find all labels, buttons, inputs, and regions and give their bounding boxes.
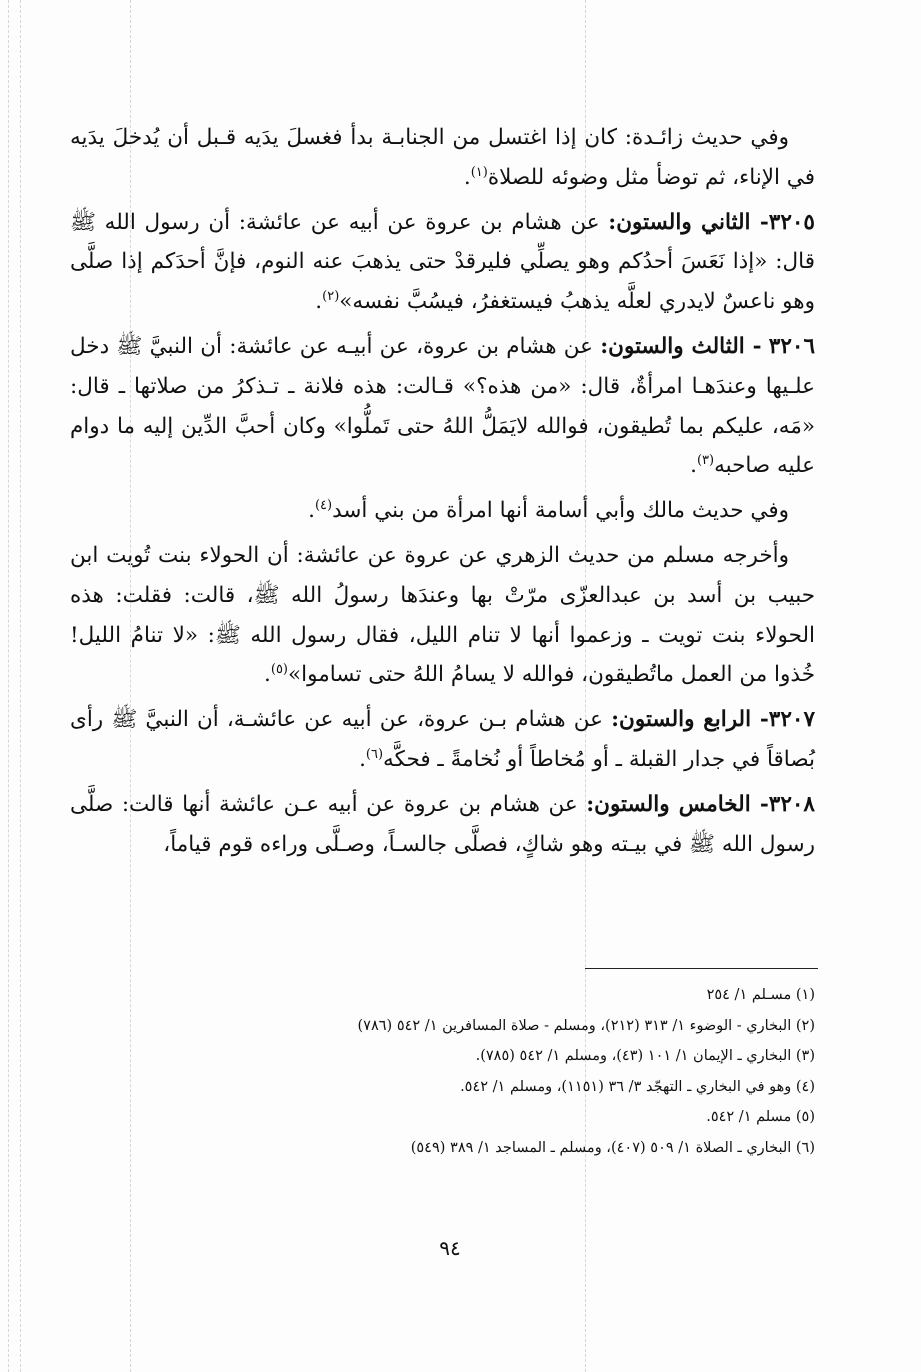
paragraph-text: وفي حديث مالك وأبي أسامة أنها امرأة من بني أسد	[332, 498, 789, 524]
footnote: (٥) مسلم ١/ ٥٤٢.	[706, 1109, 815, 1126]
paragraph-text: وأخرجه مسلم من حديث الزهري عن عروة عن عائشة: أن الحولاء بنت تُويت ابن حبيب بن أسد بن عبدالعزّى مرّتْ بها وعندَها رسولُ الله ﷺ، قالت: فقلت: هذه الحولاء بنت تويت ـ وزعموا أنها لا تنام الليل، فقال رسول الله ﷺ: «لا تنامُ الليل! خُذوا من العمل ماتُطيقون، فوالله لا يسامُ اللهُ حتى تساموا»	[70, 542, 815, 688]
main-text	[70, 118, 815, 869]
footnote-ref: (١)	[470, 164, 488, 180]
paragraph-end: .	[308, 498, 315, 524]
footnote-ref: (٣)	[696, 453, 715, 469]
footnote-ref: (٢)	[322, 289, 340, 305]
hadith-text: عن هشام بن عروة، عن أبيـه عن عائشة: أن النبيَّ ﷺ دخل علـيها وعندَهـا امرأةٌ، قال: «من هذه؟» قـالت: هذه فلانة ـ تـذكرُ من صلاتها ـ قال: «مَه، عليكم بما تُطيقون، فوالله لايَمَلُّ اللهُ حتى تَملُّوا» وكان أحبَّ الدِّين إليه ما دوام عليه صاحبه	[70, 333, 815, 479]
hadith-heading: - الثالث والستون:	[600, 333, 762, 359]
hadith-3206	[70, 327, 815, 486]
hadith-heading: - الرابع والستون:	[611, 707, 769, 733]
paragraph-text: وفي حديث زائـدة: كان إذا اغتسل من الجنابـة بدأ فغسلَ يدَيه قـبل أن يُدخلَ يدَيه في الإناء، ثم توضأ مثل وضوئه للصلاة	[70, 125, 815, 190]
footnote: (٤) وهو في البخاري ـ التهجّد ٣/ ٣٦ (١١٥١)، ومسلم ١/ ٥٤٢.	[460, 1078, 815, 1095]
hadith-number: ٣٢٠٨	[768, 791, 815, 817]
footnote: (٣) البخاري ـ الإيمان ١/ ١٠١ (٤٣)، ومسلم ١/ ٥٤٢ (٧٨٥).	[475, 1048, 815, 1065]
hadith-number: ٣٢٠٧	[768, 707, 815, 733]
scan-guide-line	[20, 0, 21, 1372]
hadith-heading: - الخامس والستون:	[586, 791, 769, 817]
paragraph-end: .	[690, 453, 697, 479]
paragraph-end: .	[359, 746, 366, 772]
paragraph-end: .	[315, 289, 323, 315]
paragraph-muslim	[70, 536, 815, 695]
paragraph-zaida	[70, 118, 815, 198]
paragraph-end: .	[463, 164, 471, 190]
hadith-number: ٣٢٠٥	[768, 209, 815, 235]
hadith-heading: - الثاني والستون:	[608, 209, 769, 235]
footnotes	[70, 980, 815, 1164]
scan-guide-line	[8, 0, 9, 1372]
footnote-ref: (٤)	[314, 498, 333, 514]
footnote-ref: (٦)	[365, 746, 384, 762]
hadith-3205	[70, 203, 815, 322]
footnote-ref: (٥)	[270, 662, 288, 678]
hadith-text: عن هشام بن عروة عن أبيه عـن عائشة أنها قالت: صلَّى رسول الله ﷺ في بيـته وهو شاكٍ، فصلَّى جالسـاً، وصـلَّى وراءه قوم قياماً،	[70, 791, 815, 857]
paragraph-malik	[70, 491, 815, 531]
hadith-3208	[70, 785, 815, 865]
paragraph-end: .	[264, 662, 271, 688]
hadith-text: عن هشام بن عروة عن أبيه عن عائشة: أن رسول الله ﷺ قال: «إذا نَعَسَ أحدُكم وهو يصلِّي فليرقدْ حتى يذهبَ عنه النوم، فإنَّ أحدَكم إذا صلَّى وهو ناعسٌ لايدري لعلَّه يذهبُ فيستغفرُ، فيسُبَّ نفسه»	[70, 209, 815, 315]
footnote: (٢) البخاري - الوضوء ١/ ٣١٣ (٢١٢)، ومسلم - صلاة المسافرين ١/ ٥٤٢ (٧٨٦)	[357, 1017, 815, 1034]
hadith-text: عن هشام بـن عروة، عن أبيه عن عائشـة، أن النبيَّ ﷺ رأى بُصاقاً في جدار القبلة ـ أو مُخاطاً أو نُخامةً ـ فحكَّه	[70, 707, 815, 772]
page-number: ٩٤	[439, 1236, 461, 1260]
hadith-3207	[70, 700, 815, 780]
footnote: (٦) البخاري ـ الصلاة ١/ ٥٠٩ (٤٠٧)، ومسلم ـ المساجد ١/ ٣٨٩ (٥٤٩)	[410, 1139, 815, 1156]
footnote: (١) مسـلم ١/ ٢٥٤	[706, 987, 815, 1003]
hadith-number: ٣٢٠٦	[768, 333, 815, 359]
footnote-separator	[585, 968, 818, 969]
